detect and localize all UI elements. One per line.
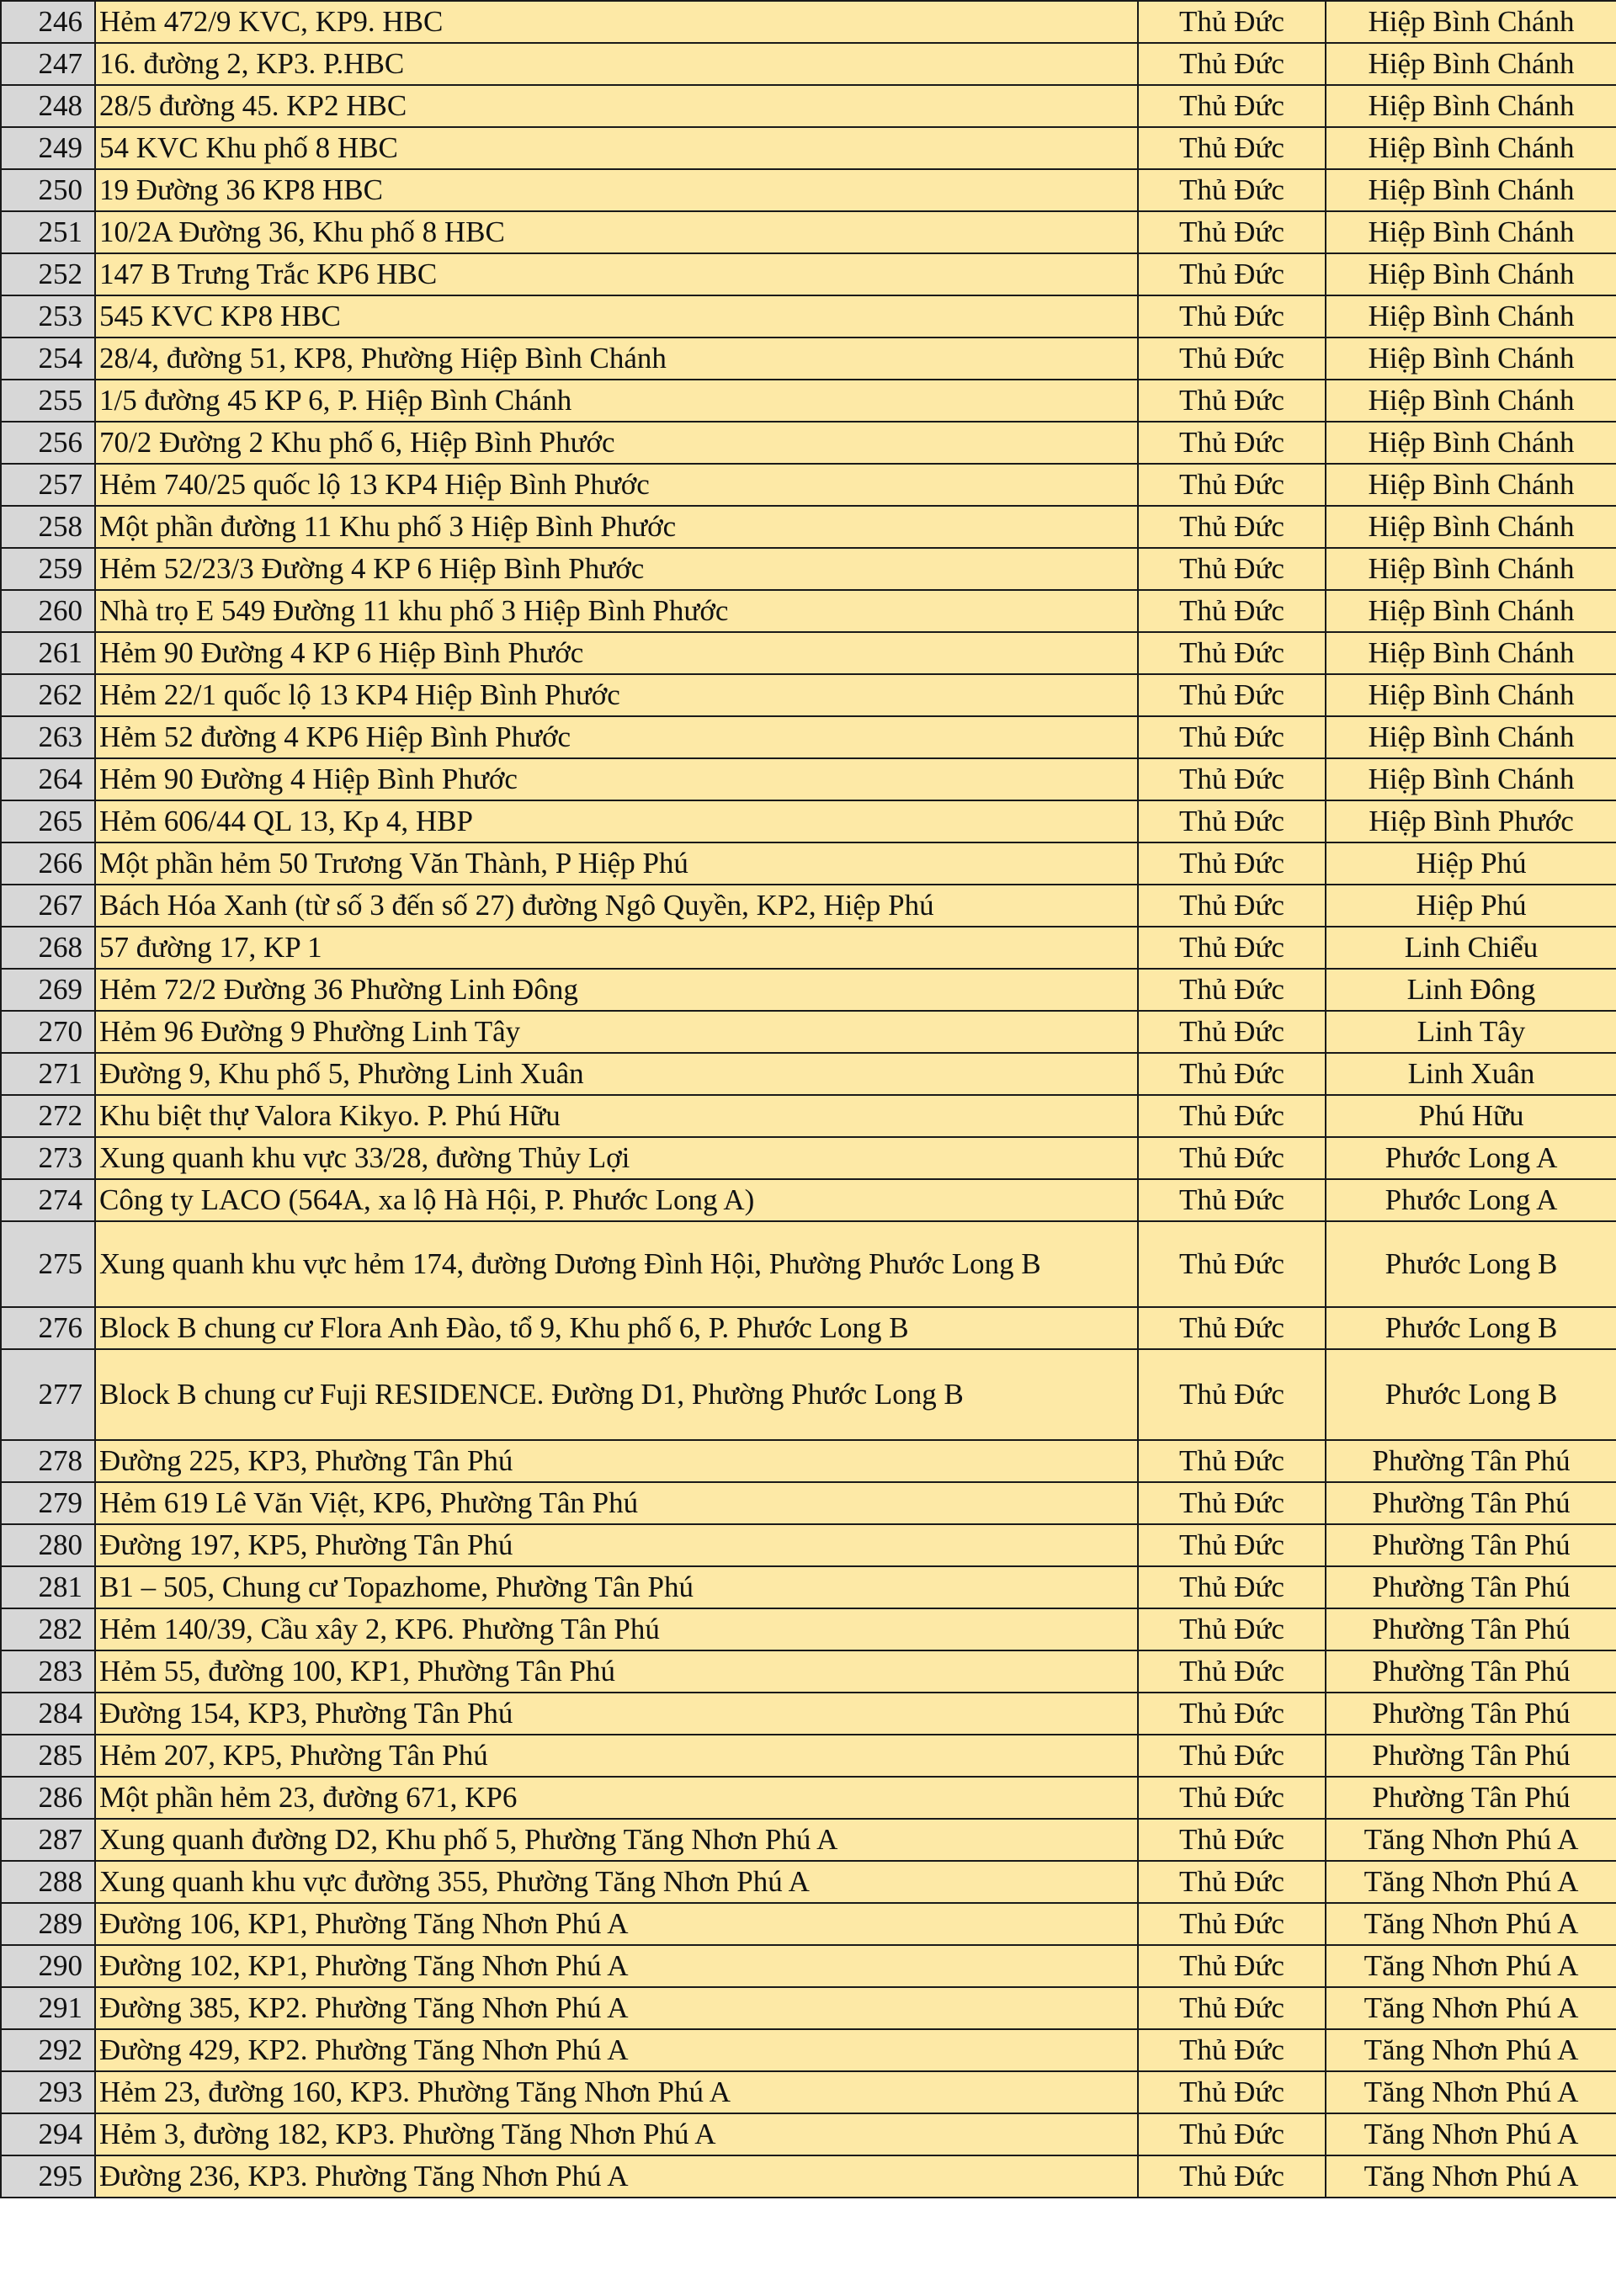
address-cell: Block B chung cư Fuji RESIDENCE. Đường D1, Phường Phước Long B [95,1349,1138,1440]
row-number-cell: 246 [1,1,95,43]
table-row [1,2029,1616,2071]
ward-cell: Tăng Nhơn Phú A [1326,1945,1616,1987]
district-cell: Thủ Đức [1138,1179,1326,1221]
address-cell: 19 Đường 36 KP8 HBC [95,169,1138,211]
ward-cell: Phường Tân Phú [1326,1693,1616,1735]
address-cell: B1 – 505, Chung cư Topazhome, Phường Tân Phú [95,1566,1138,1608]
ward-cell: Phường Tân Phú [1326,1650,1616,1693]
ward-cell: Hiệp Bình Chánh [1326,85,1616,127]
row-number-cell: 272 [1,1095,95,1137]
table-row [1,590,1616,632]
ward-cell: Tăng Nhơn Phú A [1326,2071,1616,2113]
ward-cell: Phường Tân Phú [1326,1777,1616,1819]
table-row [1,632,1616,674]
row-number-cell: 268 [1,927,95,969]
table-row [1,548,1616,590]
district-cell: Thủ Đức [1138,85,1326,127]
district-cell: Thủ Đức [1138,295,1326,337]
row-number-cell: 260 [1,590,95,632]
ward-cell: Hiệp Bình Chánh [1326,253,1616,295]
table-row [1,295,1616,337]
district-cell: Thủ Đức [1138,1650,1326,1693]
ward-cell: Linh Tây [1326,1011,1616,1053]
ward-cell: Phước Long A [1326,1179,1616,1221]
table-row [1,716,1616,758]
row-number-cell: 266 [1,842,95,885]
row-number-cell: 280 [1,1524,95,1566]
row-number-cell: 282 [1,1608,95,1650]
district-cell: Thủ Đức [1138,716,1326,758]
row-number-cell: 276 [1,1307,95,1349]
table-row [1,885,1616,927]
address-cell: Xung quanh khu vực hẻm 174, đường Dương Đình Hội, Phường Phước Long B [95,1221,1138,1307]
table-row [1,1053,1616,1095]
district-cell: Thủ Đức [1138,1819,1326,1861]
ward-cell: Tăng Nhơn Phú A [1326,2155,1616,2198]
address-cell: Hẻm 96 Đường 9 Phường Linh Tây [95,1011,1138,1053]
district-cell: Thủ Đức [1138,1221,1326,1307]
address-cell: Hẻm 23, đường 160, KP3. Phường Tăng Nhơn Phú A [95,2071,1138,2113]
row-number-cell: 290 [1,1945,95,1987]
district-cell: Thủ Đức [1138,1903,1326,1945]
row-number-cell: 278 [1,1440,95,1482]
district-cell: Thủ Đức [1138,1777,1326,1819]
ward-cell: Linh Xuân [1326,1053,1616,1095]
ward-cell: Phường Tân Phú [1326,1524,1616,1566]
table-row [1,1307,1616,1349]
ward-cell: Phường Tân Phú [1326,1566,1616,1608]
address-cell: Xung quanh đường D2, Khu phố 5, Phường Tăng Nhơn Phú A [95,1819,1138,1861]
ward-cell: Phước Long B [1326,1349,1616,1440]
ward-cell: Phước Long B [1326,1307,1616,1349]
row-number-cell: 294 [1,2113,95,2155]
address-cell: Đường 197, KP5, Phường Tân Phú [95,1524,1138,1566]
table-row [1,43,1616,85]
district-cell: Thủ Đức [1138,1440,1326,1482]
address-cell: Hẻm 619 Lê Văn Việt, KP6, Phường Tân Phú [95,1482,1138,1524]
table-row [1,1440,1616,1482]
row-number-cell: 289 [1,1903,95,1945]
row-number-cell: 267 [1,885,95,927]
address-cell: Hẻm 90 Đường 4 Hiệp Bình Phước [95,758,1138,800]
table-row [1,464,1616,506]
address-cell: 147 B Trưng Trắc KP6 HBC [95,253,1138,295]
district-cell: Thủ Đức [1138,1861,1326,1903]
ward-cell: Hiệp Bình Chánh [1326,758,1616,800]
row-number-cell: 270 [1,1011,95,1053]
table-row [1,1819,1616,1861]
address-cell: Đường 9, Khu phố 5, Phường Linh Xuân [95,1053,1138,1095]
table-row [1,1693,1616,1735]
address-cell: 16. đường 2, KP3. P.HBC [95,43,1138,85]
row-number-cell: 285 [1,1735,95,1777]
district-cell: Thủ Đức [1138,1307,1326,1349]
ward-cell: Tăng Nhơn Phú A [1326,1903,1616,1945]
address-cell: Đường 385, KP2. Phường Tăng Nhơn Phú A [95,1987,1138,2029]
address-cell: 28/4, đường 51, KP8, Phường Hiệp Bình Chánh [95,337,1138,380]
row-number-cell: 265 [1,800,95,842]
table-row [1,1903,1616,1945]
row-number-cell: 249 [1,127,95,169]
ward-cell: Hiệp Bình Chánh [1326,548,1616,590]
address-cell: Hẻm 207, KP5, Phường Tân Phú [95,1735,1138,1777]
table-row [1,127,1616,169]
address-cell: 57 đường 17, KP 1 [95,927,1138,969]
address-cell: Hẻm 22/1 quốc lộ 13 KP4 Hiệp Bình Phước [95,674,1138,716]
table-row [1,1095,1616,1137]
address-cell: Hẻm 3, đường 182, KP3. Phường Tăng Nhơn Phú A [95,2113,1138,2155]
table-row [1,674,1616,716]
row-number-cell: 293 [1,2071,95,2113]
table-row [1,253,1616,295]
table-row [1,1482,1616,1524]
row-number-cell: 254 [1,337,95,380]
ward-cell: Linh Chiểu [1326,927,1616,969]
address-cell: Đường 236, KP3. Phường Tăng Nhơn Phú A [95,2155,1138,2198]
row-number-cell: 279 [1,1482,95,1524]
table-row [1,211,1616,253]
ward-cell: Hiệp Bình Chánh [1326,506,1616,548]
ward-cell: Hiệp Bình Chánh [1326,674,1616,716]
ward-cell: Phước Long A [1326,1137,1616,1179]
district-cell: Thủ Đức [1138,1693,1326,1735]
ward-cell: Hiệp Bình Chánh [1326,169,1616,211]
district-cell: Thủ Đức [1138,632,1326,674]
ward-cell: Hiệp Bình Chánh [1326,590,1616,632]
ward-cell: Phú Hữu [1326,1095,1616,1137]
table-row [1,1608,1616,1650]
ward-cell: Tăng Nhơn Phú A [1326,1987,1616,2029]
district-cell: Thủ Đức [1138,590,1326,632]
table-row [1,842,1616,885]
address-cell: Hẻm 740/25 quốc lộ 13 KP4 Hiệp Bình Phước [95,464,1138,506]
table-body [1,1,1616,2198]
row-number-cell: 264 [1,758,95,800]
row-number-cell: 247 [1,43,95,85]
row-number-cell: 284 [1,1693,95,1735]
district-cell: Thủ Đức [1138,464,1326,506]
address-cell: Hẻm 606/44 QL 13, Kp 4, HBP [95,800,1138,842]
table-row [1,1945,1616,1987]
district-cell: Thủ Đức [1138,2155,1326,2198]
district-cell: Thủ Đức [1138,422,1326,464]
row-number-cell: 248 [1,85,95,127]
district-cell: Thủ Đức [1138,1566,1326,1608]
row-number-cell: 287 [1,1819,95,1861]
ward-cell: Tăng Nhơn Phú A [1326,2029,1616,2071]
row-number-cell: 269 [1,969,95,1011]
district-cell: Thủ Đức [1138,2071,1326,2113]
ward-cell: Tăng Nhơn Phú A [1326,1819,1616,1861]
address-cell: Block B chung cư Flora Anh Đào, tổ 9, Khu phố 6, P. Phước Long B [95,1307,1138,1349]
district-cell: Thủ Đức [1138,1482,1326,1524]
row-number-cell: 255 [1,380,95,422]
ward-cell: Hiệp Bình Chánh [1326,211,1616,253]
ward-cell: Hiệp Bình Chánh [1326,127,1616,169]
address-cell: Một phần hẻm 23, đường 671, KP6 [95,1777,1138,1819]
ward-cell: Phước Long B [1326,1221,1616,1307]
district-cell: Thủ Đức [1138,337,1326,380]
row-number-cell: 256 [1,422,95,464]
table-row [1,758,1616,800]
table-row [1,1777,1616,1819]
address-cell: Xung quanh khu vực đường 355, Phường Tăng Nhơn Phú A [95,1861,1138,1903]
table-row [1,85,1616,127]
row-number-cell: 283 [1,1650,95,1693]
district-cell: Thủ Đức [1138,1945,1326,1987]
row-number-cell: 271 [1,1053,95,1095]
row-number-cell: 291 [1,1987,95,2029]
row-number-cell: 258 [1,506,95,548]
address-cell: Hẻm 472/9 KVC, KP9. HBC [95,1,1138,43]
district-cell: Thủ Đức [1138,1053,1326,1095]
row-number-cell: 273 [1,1137,95,1179]
table-row [1,969,1616,1011]
ward-cell: Hiệp Bình Chánh [1326,422,1616,464]
ward-cell: Tăng Nhơn Phú A [1326,1861,1616,1903]
district-cell: Thủ Đức [1138,1137,1326,1179]
row-number-cell: 262 [1,674,95,716]
address-cell: Một phần hẻm 50 Trương Văn Thành, P Hiệp Phú [95,842,1138,885]
address-cell: Đường 225, KP3, Phường Tân Phú [95,1440,1138,1482]
row-number-cell: 274 [1,1179,95,1221]
ward-cell: Hiệp Bình Phước [1326,800,1616,842]
district-cell: Thủ Đức [1138,1735,1326,1777]
table-row [1,2155,1616,2198]
address-cell: 1/5 đường 45 KP 6, P. Hiệp Bình Chánh [95,380,1138,422]
row-number-cell: 263 [1,716,95,758]
ward-cell: Tăng Nhơn Phú A [1326,2113,1616,2155]
row-number-cell: 252 [1,253,95,295]
table-row [1,506,1616,548]
row-number-cell: 295 [1,2155,95,2198]
ward-cell: Phường Tân Phú [1326,1482,1616,1524]
row-number-cell: 261 [1,632,95,674]
district-cell: Thủ Đức [1138,1608,1326,1650]
row-number-cell: 250 [1,169,95,211]
ward-cell: Linh Đông [1326,969,1616,1011]
row-number-cell: 288 [1,1861,95,1903]
address-cell: 28/5 đường 45. KP2 HBC [95,85,1138,127]
address-cell: 54 KVC Khu phố 8 HBC [95,127,1138,169]
district-cell: Thủ Đức [1138,2113,1326,2155]
address-cell: Nhà trọ E 549 Đường 11 khu phố 3 Hiệp Bình Phước [95,590,1138,632]
address-cell: Hẻm 72/2 Đường 36 Phường Linh Đông [95,969,1138,1011]
district-cell: Thủ Đức [1138,674,1326,716]
district-cell: Thủ Đức [1138,800,1326,842]
table-row [1,2113,1616,2155]
table-row [1,380,1616,422]
address-cell: Một phần đường 11 Khu phố 3 Hiệp Bình Phước [95,506,1138,548]
table-row [1,1987,1616,2029]
table-row [1,1566,1616,1608]
ward-cell: Hiệp Bình Chánh [1326,716,1616,758]
table-row [1,1179,1616,1221]
row-number-cell: 251 [1,211,95,253]
table-row [1,1011,1616,1053]
address-cell: Hẻm 90 Đường 4 KP 6 Hiệp Bình Phước [95,632,1138,674]
district-cell: Thủ Đức [1138,43,1326,85]
ward-cell: Phường Tân Phú [1326,1608,1616,1650]
table-row [1,1137,1616,1179]
address-cell: Công ty LACO (564A, xa lộ Hà Hội, P. Phước Long A) [95,1179,1138,1221]
row-number-cell: 286 [1,1777,95,1819]
address-cell: 10/2A Đường 36, Khu phố 8 HBC [95,211,1138,253]
table-row [1,1221,1616,1307]
address-cell: Đường 429, KP2. Phường Tăng Nhơn Phú A [95,2029,1138,2071]
district-cell: Thủ Đức [1138,969,1326,1011]
district-cell: Thủ Đức [1138,506,1326,548]
address-cell: 545 KVC KP8 HBC [95,295,1138,337]
ward-cell: Phường Tân Phú [1326,1440,1616,1482]
row-number-cell: 292 [1,2029,95,2071]
ward-cell: Hiệp Bình Chánh [1326,1,1616,43]
district-cell: Thủ Đức [1138,1,1326,43]
address-cell: Đường 102, KP1, Phường Tăng Nhơn Phú A [95,1945,1138,1987]
district-cell: Thủ Đức [1138,758,1326,800]
row-number-cell: 259 [1,548,95,590]
ward-cell: Hiệp Phú [1326,842,1616,885]
table-row [1,927,1616,969]
address-cell: Hẻm 52/23/3 Đường 4 KP 6 Hiệp Bình Phước [95,548,1138,590]
table-row [1,1349,1616,1440]
row-number-cell: 281 [1,1566,95,1608]
address-cell: Hẻm 52 đường 4 KP6 Hiệp Bình Phước [95,716,1138,758]
district-cell: Thủ Đức [1138,1987,1326,2029]
ward-cell: Hiệp Phú [1326,885,1616,927]
row-number-cell: 257 [1,464,95,506]
address-cell: Hẻm 55, đường 100, KP1, Phường Tân Phú [95,1650,1138,1693]
ward-cell: Hiệp Bình Chánh [1326,632,1616,674]
address-cell: Đường 106, KP1, Phường Tăng Nhơn Phú A [95,1903,1138,1945]
table-row [1,1650,1616,1693]
district-cell: Thủ Đức [1138,885,1326,927]
district-cell: Thủ Đức [1138,169,1326,211]
address-cell: Bách Hóa Xanh (từ số 3 đến số 27) đường Ngô Quyền, KP2, Hiệp Phú [95,885,1138,927]
district-cell: Thủ Đức [1138,842,1326,885]
table-row [1,337,1616,380]
table-row [1,800,1616,842]
district-cell: Thủ Đức [1138,1349,1326,1440]
table-row [1,1735,1616,1777]
ward-cell: Hiệp Bình Chánh [1326,380,1616,422]
address-cell: Khu biệt thự Valora Kikyo. P. Phú Hữu [95,1095,1138,1137]
table-row [1,1524,1616,1566]
district-cell: Thủ Đức [1138,1095,1326,1137]
row-number-cell: 253 [1,295,95,337]
ward-cell: Hiệp Bình Chánh [1326,337,1616,380]
district-cell: Thủ Đức [1138,1524,1326,1566]
ward-cell: Phường Tân Phú [1326,1735,1616,1777]
ward-cell: Hiệp Bình Chánh [1326,43,1616,85]
table-row [1,2071,1616,2113]
address-cell: Đường 154, KP3, Phường Tân Phú [95,1693,1138,1735]
table-row [1,422,1616,464]
district-cell: Thủ Đức [1138,548,1326,590]
row-number-cell: 277 [1,1349,95,1440]
table-row [1,1861,1616,1903]
district-cell: Thủ Đức [1138,2029,1326,2071]
ward-cell: Hiệp Bình Chánh [1326,464,1616,506]
district-cell: Thủ Đức [1138,380,1326,422]
address-cell: Hẻm 140/39, Cầu xây 2, KP6. Phường Tân Phú [95,1608,1138,1650]
district-cell: Thủ Đức [1138,211,1326,253]
district-cell: Thủ Đức [1138,127,1326,169]
table-row [1,169,1616,211]
address-cell: 70/2 Đường 2 Khu phố 6, Hiệp Bình Phước [95,422,1138,464]
row-number-cell: 275 [1,1221,95,1307]
ward-cell: Hiệp Bình Chánh [1326,295,1616,337]
district-cell: Thủ Đức [1138,1011,1326,1053]
table-row [1,1,1616,43]
address-cell: Xung quanh khu vực 33/28, đường Thủy Lợi [95,1137,1138,1179]
district-cell: Thủ Đức [1138,927,1326,969]
district-cell: Thủ Đức [1138,253,1326,295]
